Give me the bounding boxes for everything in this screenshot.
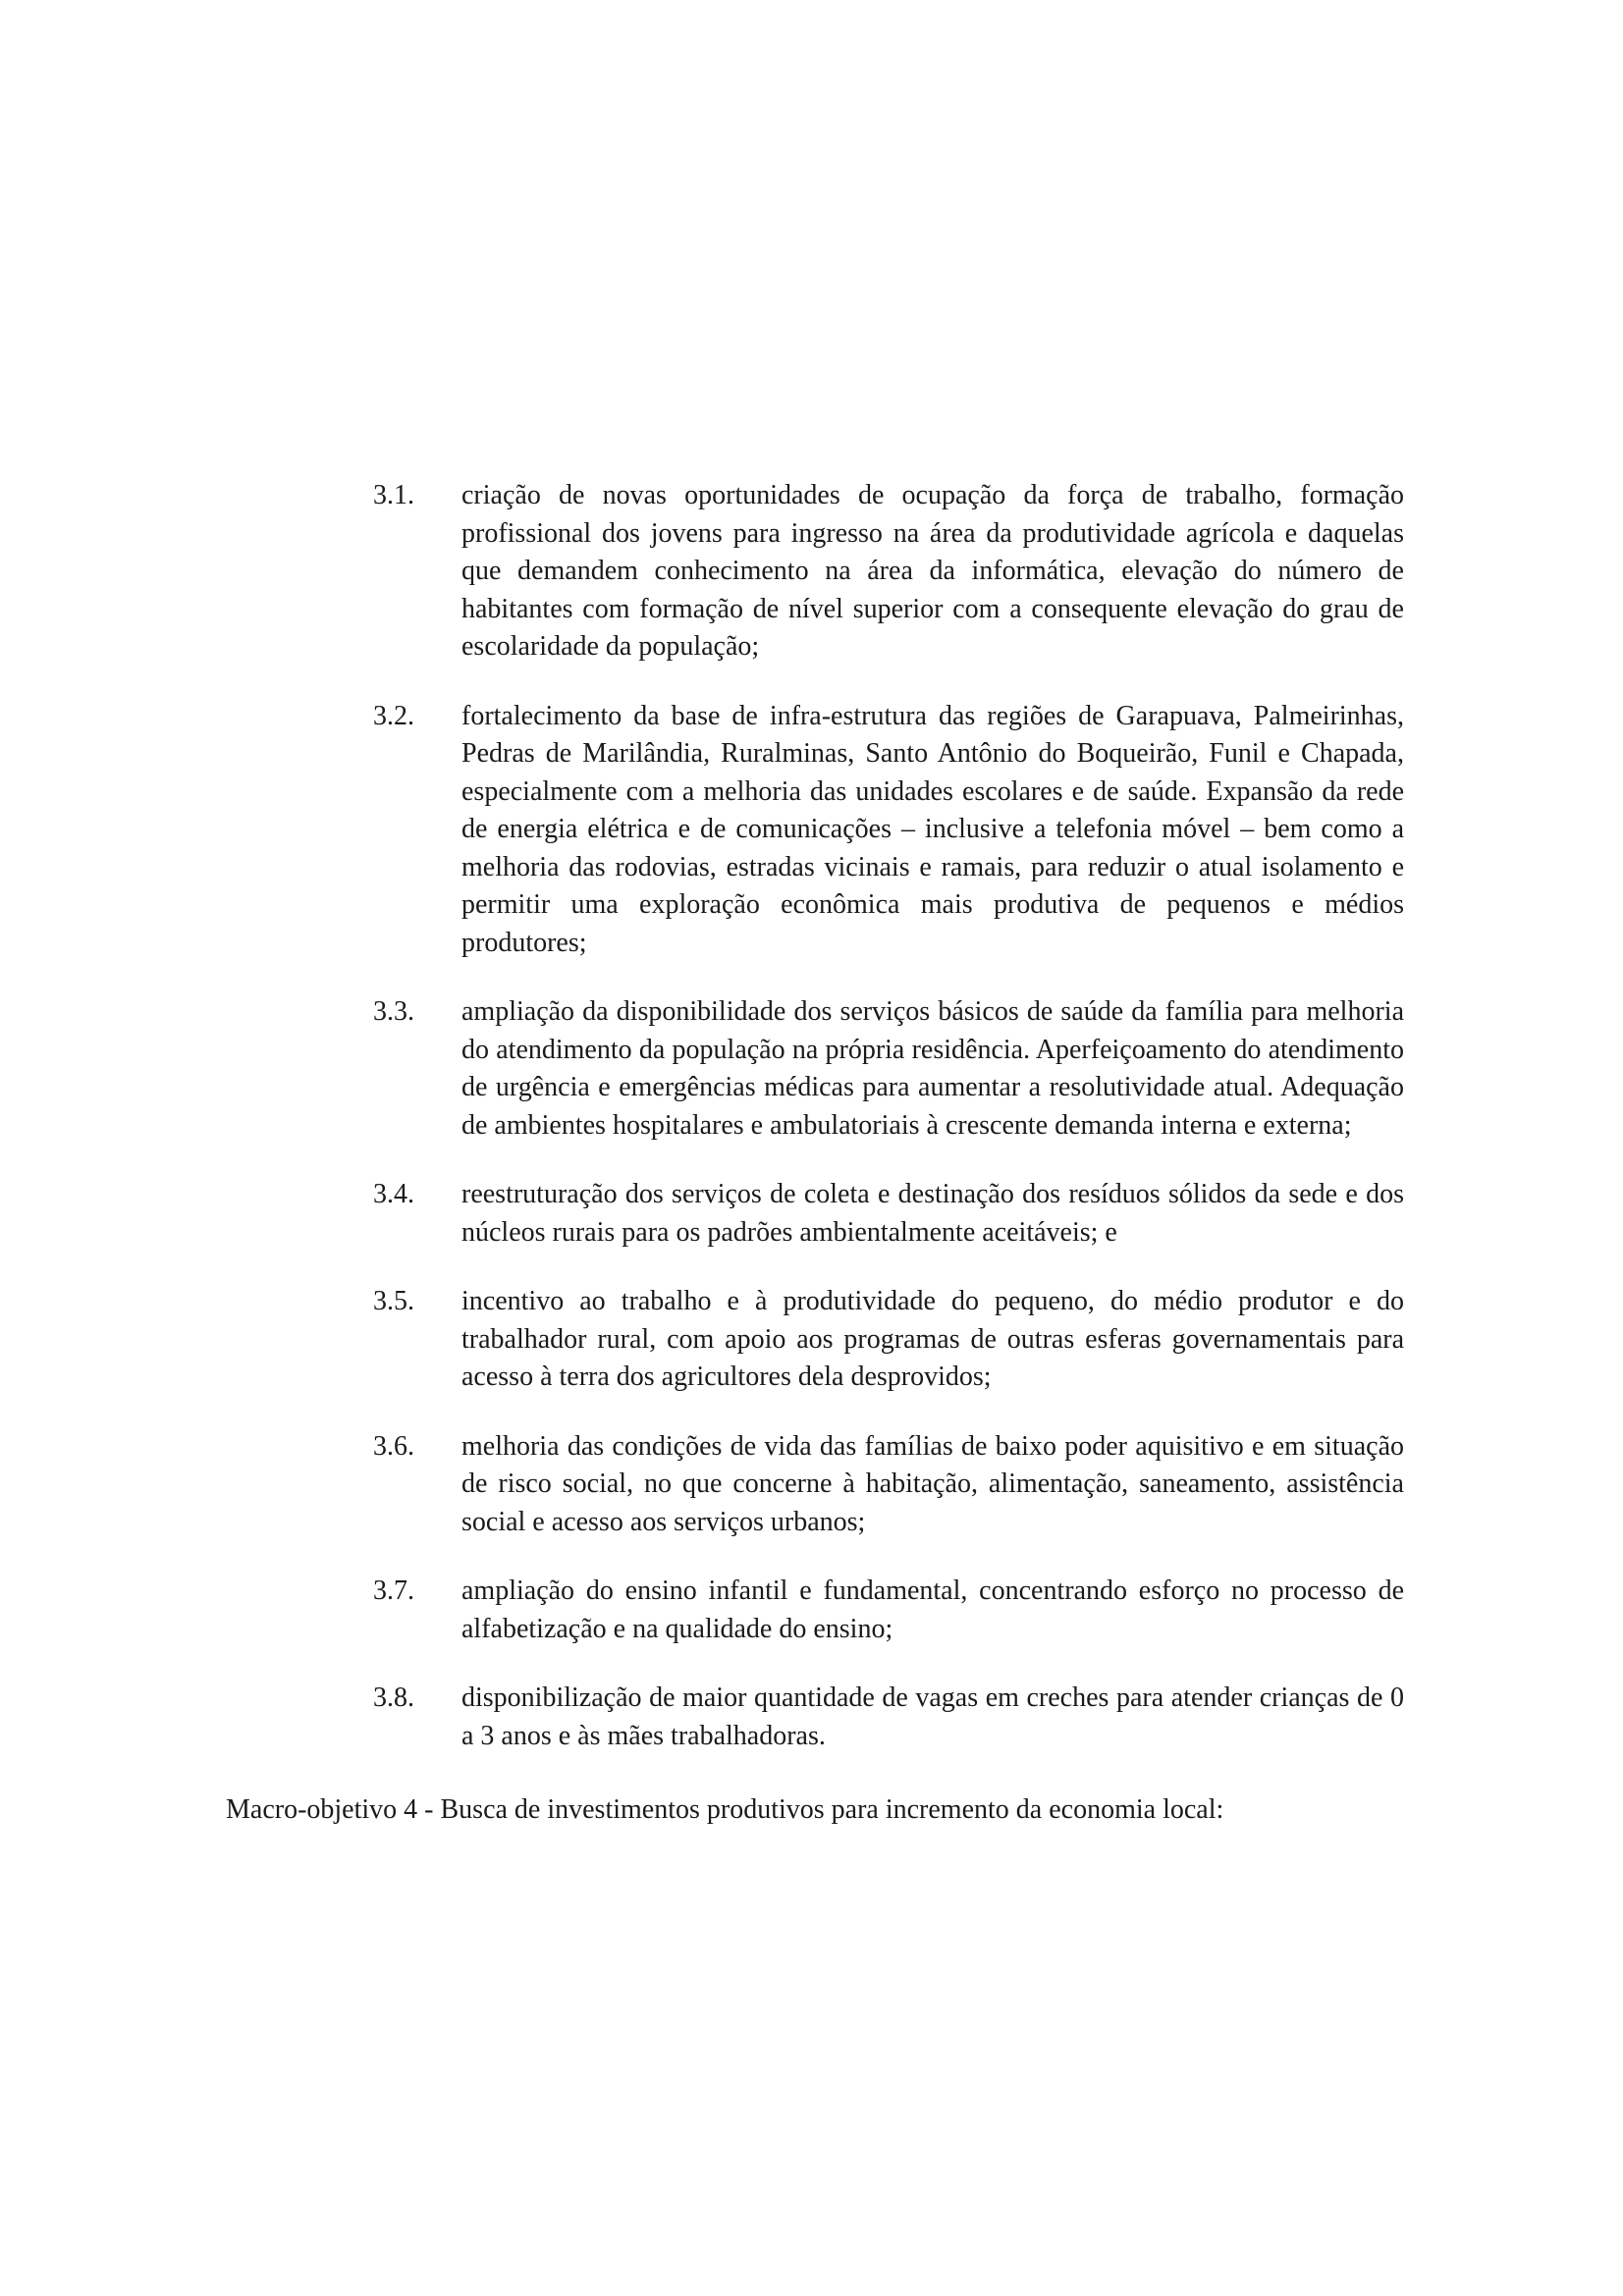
list-item-number: 3.6. (373, 1430, 414, 1462)
list-item-text: reestruturação dos serviços de coleta e destinação dos resíduos sólidos da sede e dos núcleos rurais para os padrões ambientalmente aceitáveis; e (461, 1179, 1404, 1248)
list-item-3-3 (373, 993, 1404, 1145)
list-item-text: incentivo ao trabalho e à produtividade do pequeno, do médio produtor e do trabalhador rural, com apoio aos programas de outras esferas governamentais para acesso à terra dos agricultores dela desprovidos; (461, 1286, 1404, 1392)
list-item-3-6 (373, 1428, 1404, 1542)
macro-objetivo-heading: Macro-objetivo 4 - Busca de investimentos produtivos para incremento da economia local: (226, 1794, 1224, 1825)
list-item-number: 3.4. (373, 1179, 414, 1209)
list-item-number: 3.2. (373, 700, 414, 731)
list-item-number: 3.7. (373, 1575, 414, 1606)
numbered-list (373, 477, 1404, 1755)
list-item-number: 3.8. (373, 1682, 414, 1713)
list-item-text: criação de novas oportunidades de ocupação da força de trabalho, formação profissional dos jovens para ingresso na área da produtividade agrícola e daquelas que demandem conhecimento na área da informática, elevação do número de habitantes com formação de nível superior com a consequente elevação do grau de escolaridade da população; (461, 480, 1404, 662)
list-item-3-2 (373, 698, 1404, 963)
document-content (226, 477, 1404, 1830)
list-item-text: ampliação do ensino infantil e fundamental, concentrando esforço no processo de alfabetização e na qualidade do ensino; (461, 1575, 1404, 1644)
list-item-text: disponibilização de maior quantidade de vagas em creches para atender crianças de 0 a 3 anos e às mães trabalhadoras. (461, 1682, 1404, 1751)
list-item-number: 3.1. (373, 480, 414, 510)
list-item-3-5 (373, 1283, 1404, 1397)
list-item-text: fortalecimento da base de infra-estrutura das regiões de Garapuava, Palmeirinhas, Pedras de Marilândia, Ruralminas, Santo Antônio do Boqueirão, Funil e Chapada, especialmente com a melhoria das unidades escolares e de saúde. Expansão da rede de energia elétrica e de comunicações – inclusive a telefonia móvel – bem como a melhoria das rodovias, estradas vicinais e ramais, para reduzir o atual isolamento e permitir uma exploração econômica mais produtiva de pequenos e médios produtores; (461, 700, 1404, 958)
list-item-number: 3.3. (373, 996, 414, 1027)
list-item-text: melhoria das condições de vida das famílias de baixo poder aquisitivo e em situação de risco social, no que concerne à habitação, alimentação, saneamento, assistência social e acesso aos serviços urbanos; (461, 1430, 1404, 1537)
list-item-text: ampliação da disponibilidade dos serviços básicos de saúde da família para melhoria do atendimento da população na própria residência. Aperfeiçoamento do atendimento de urgência e emergências médicas para aumentar a resolutividade atual. Adequação de ambientes hospitalares e ambulatoriais à crescente demanda interna e externa; (461, 996, 1404, 1141)
list-item-3-7 (373, 1573, 1404, 1648)
list-item-number: 3.5. (373, 1286, 414, 1316)
list-item-3-1 (373, 477, 1404, 667)
list-item-3-4 (373, 1176, 1404, 1252)
list-item-3-8 (373, 1680, 1404, 1755)
